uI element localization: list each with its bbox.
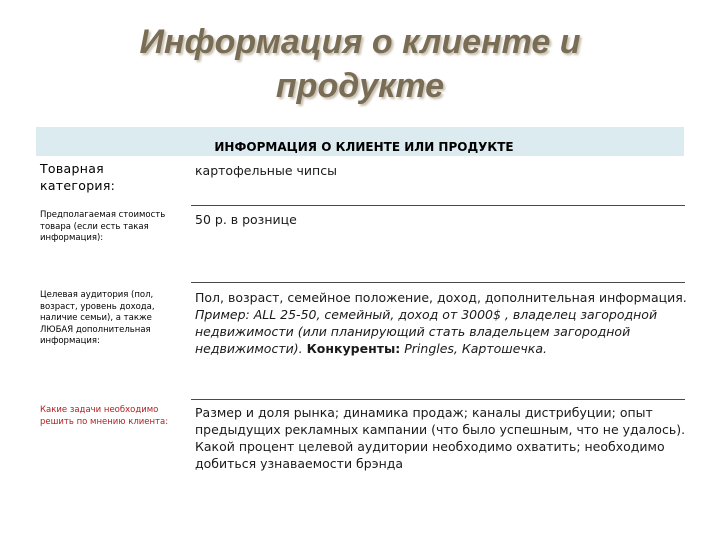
row-value-target-audience (195, 289, 687, 357)
table-header (36, 127, 684, 156)
audience-description: Пол, возраст, семейное положение, доход, дополнительная информация. (195, 290, 687, 305)
slide-title-line-2: продукте (275, 67, 445, 105)
row-label-product-category: Товарная категория: (40, 161, 116, 193)
row-label-estimated-price: Предполагаемая стоимость товара (если есть такая информация): (40, 210, 166, 243)
row-divider (191, 399, 685, 400)
row-label-target-audience: Целевая аудитория (пол, возраст, уровень дохода, наличие семьи), а также ЛЮБАЯ дополнительная информация: (40, 290, 155, 346)
competitors-label: Конкуренты: (306, 341, 401, 356)
audience-example: Пример: ALL 25-50, семейный, доход от 3000$ , владелец загородной недвижимости (или планирующий стать владельцем загородной недвижимости). (195, 307, 658, 356)
slide-title (0, 20, 720, 108)
row-value-product-category: картофельные чипсы (195, 163, 337, 178)
row-divider (191, 282, 685, 283)
row-label-client-tasks: Какие задачи необходимо решить по мнению клиента: (40, 405, 169, 427)
competitors-value: Pringles, Картошечка. (404, 341, 547, 356)
row-value-estimated-price: 50 р. в рознице (195, 212, 297, 227)
row-value-client-tasks: Размер и доля рынка; динамика продаж; каналы дистрибуции; опыт предыдущих рекламных кампании (что было успешным, что не удалось). Какой процент целевой аудитории необходимо охватить; необходимо добиться узнаваемости брэнда (195, 405, 686, 471)
table-header-text: ИНФОРМАЦИЯ О КЛИЕНТЕ ИЛИ ПРОДУКТЕ (214, 139, 514, 154)
slide-title-line-1: Информация о клиенте и (139, 23, 581, 61)
row-divider (191, 205, 685, 206)
